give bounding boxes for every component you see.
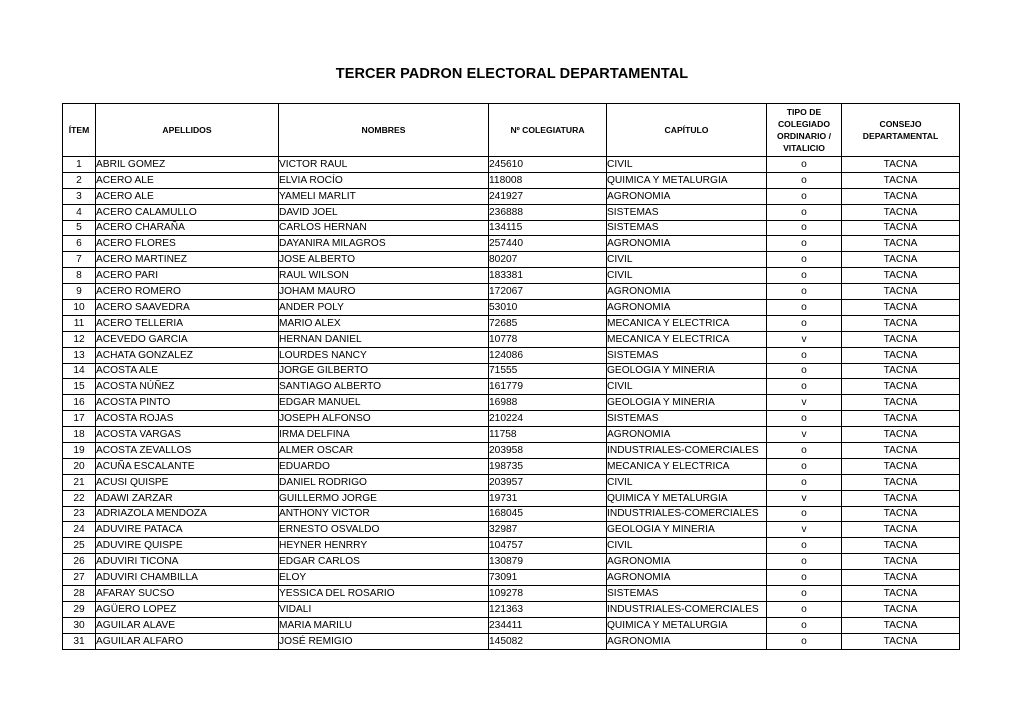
cell-consejo: TACNA	[842, 474, 960, 490]
cell-capitulo: GEOLOGIA Y MINERIA	[607, 363, 767, 379]
cell-tipo: o	[767, 506, 842, 522]
cell-nombres: ALMER OSCAR	[279, 443, 489, 459]
cell-tipo: o	[767, 315, 842, 331]
cell-apellidos: ACERO FLORES	[96, 236, 279, 252]
header-tipo-colegiado: TIPO DE COLEGIADO ORDINARIO / VITALICIO	[767, 104, 842, 157]
cell-nombres: VICTOR RAUL	[279, 157, 489, 173]
cell-apellidos: AGUILAR ALFARO	[96, 633, 279, 649]
table-row	[63, 315, 960, 331]
cell-item: 28	[63, 586, 96, 602]
cell-apellidos: ADAWI ZARZAR	[96, 490, 279, 506]
cell-item: 18	[63, 427, 96, 443]
cell-tipo: o	[767, 458, 842, 474]
cell-colegiatura: 19731	[489, 490, 607, 506]
cell-nombres: ANTHONY VICTOR	[279, 506, 489, 522]
cell-nombres: GUILLERMO JORGE	[279, 490, 489, 506]
cell-colegiatura: 245610	[489, 157, 607, 173]
cell-tipo: o	[767, 236, 842, 252]
cell-item: 26	[63, 554, 96, 570]
cell-consejo: TACNA	[842, 284, 960, 300]
cell-apellidos: ADUVIRE PATACA	[96, 522, 279, 538]
cell-colegiatura: 10778	[489, 331, 607, 347]
table-row	[63, 411, 960, 427]
table-row	[63, 586, 960, 602]
cell-colegiatura: 11758	[489, 427, 607, 443]
cell-item: 6	[63, 236, 96, 252]
table-header-row	[63, 104, 960, 157]
table-row	[63, 570, 960, 586]
cell-nombres: JOSEPH ALFONSO	[279, 411, 489, 427]
table-row	[63, 427, 960, 443]
cell-nombres: DAVID JOEL	[279, 204, 489, 220]
cell-apellidos: AGUILAR ALAVE	[96, 617, 279, 633]
cell-nombres: IRMA DELFINA	[279, 427, 489, 443]
cell-apellidos: ACOSTA PINTO	[96, 395, 279, 411]
cell-consejo: TACNA	[842, 347, 960, 363]
cell-nombres: EDGAR MANUEL	[279, 395, 489, 411]
cell-colegiatura: 73091	[489, 570, 607, 586]
cell-nombres: ERNESTO OSVALDO	[279, 522, 489, 538]
cell-tipo: o	[767, 554, 842, 570]
cell-colegiatura: 53010	[489, 300, 607, 316]
cell-tipo: o	[767, 252, 842, 268]
cell-item: 19	[63, 443, 96, 459]
cell-apellidos: ACOSTA VARGAS	[96, 427, 279, 443]
table-row	[63, 172, 960, 188]
cell-apellidos: ADUVIRI CHAMBILLA	[96, 570, 279, 586]
table-row	[63, 331, 960, 347]
cell-apellidos: ACERO ALE	[96, 172, 279, 188]
cell-capitulo: SISTEMAS	[607, 411, 767, 427]
cell-consejo: TACNA	[842, 601, 960, 617]
cell-nombres: ANDER POLY	[279, 300, 489, 316]
cell-item: 16	[63, 395, 96, 411]
cell-tipo: o	[767, 586, 842, 602]
cell-colegiatura: 118008	[489, 172, 607, 188]
cell-nombres: DANIEL RODRIGO	[279, 474, 489, 490]
table-row	[63, 157, 960, 173]
cell-consejo: TACNA	[842, 300, 960, 316]
cell-capitulo: AGRONOMIA	[607, 300, 767, 316]
cell-apellidos: ACERO ALE	[96, 188, 279, 204]
table-row	[63, 379, 960, 395]
cell-capitulo: QUIMICA Y METALURGIA	[607, 172, 767, 188]
cell-apellidos: ADUVIRI TICONA	[96, 554, 279, 570]
cell-consejo: TACNA	[842, 522, 960, 538]
cell-nombres: JOSE ALBERTO	[279, 252, 489, 268]
cell-tipo: o	[767, 617, 842, 633]
cell-colegiatura: 236888	[489, 204, 607, 220]
cell-nombres: RAUL WILSON	[279, 268, 489, 284]
table-row	[63, 300, 960, 316]
table-row	[63, 268, 960, 284]
cell-consejo: TACNA	[842, 188, 960, 204]
cell-capitulo: GEOLOGIA Y MINERIA	[607, 522, 767, 538]
cell-tipo: o	[767, 347, 842, 363]
table-row	[63, 458, 960, 474]
cell-item: 8	[63, 268, 96, 284]
cell-item: 31	[63, 633, 96, 649]
cell-tipo: v	[767, 490, 842, 506]
cell-colegiatura: 145082	[489, 633, 607, 649]
electoral-roll-table	[62, 103, 960, 650]
cell-colegiatura: 130879	[489, 554, 607, 570]
cell-nombres: JOHAM MAURO	[279, 284, 489, 300]
header-nombres: NOMBRES	[279, 104, 489, 157]
cell-apellidos: ACERO CALAMULLO	[96, 204, 279, 220]
cell-consejo: TACNA	[842, 268, 960, 284]
cell-nombres: ELOY	[279, 570, 489, 586]
cell-consejo: TACNA	[842, 204, 960, 220]
cell-capitulo: AGRONOMIA	[607, 236, 767, 252]
cell-consejo: TACNA	[842, 236, 960, 252]
header-item: ÍTEM	[63, 104, 96, 157]
cell-tipo: o	[767, 220, 842, 236]
cell-capitulo: INDUSTRIALES-COMERCIALES	[607, 506, 767, 522]
cell-tipo: v	[767, 331, 842, 347]
header-apellidos: APELLIDOS	[96, 104, 279, 157]
table-row	[63, 347, 960, 363]
cell-capitulo: SISTEMAS	[607, 347, 767, 363]
cell-consejo: TACNA	[842, 633, 960, 649]
cell-colegiatura: 234411	[489, 617, 607, 633]
cell-item: 3	[63, 188, 96, 204]
cell-capitulo: GEOLOGIA Y MINERIA	[607, 395, 767, 411]
cell-apellidos: AGÜERO LOPEZ	[96, 601, 279, 617]
cell-tipo: o	[767, 601, 842, 617]
cell-capitulo: SISTEMAS	[607, 586, 767, 602]
cell-consejo: TACNA	[842, 617, 960, 633]
cell-capitulo: CIVIL	[607, 157, 767, 173]
cell-colegiatura: 104757	[489, 538, 607, 554]
cell-nombres: MARIO ALEX	[279, 315, 489, 331]
cell-capitulo: QUIMICA Y METALURGIA	[607, 617, 767, 633]
cell-item: 25	[63, 538, 96, 554]
cell-item: 20	[63, 458, 96, 474]
cell-tipo: v	[767, 427, 842, 443]
cell-nombres: HERNAN DANIEL	[279, 331, 489, 347]
cell-item: 1	[63, 157, 96, 173]
cell-consejo: TACNA	[842, 554, 960, 570]
cell-apellidos: ACERO MARTINEZ	[96, 252, 279, 268]
cell-tipo: o	[767, 172, 842, 188]
cell-item: 30	[63, 617, 96, 633]
cell-tipo: o	[767, 204, 842, 220]
page-title: TERCER PADRON ELECTORAL DEPARTAMENTAL	[335, 66, 689, 82]
cell-consejo: TACNA	[842, 172, 960, 188]
cell-colegiatura: 198735	[489, 458, 607, 474]
table-row	[63, 252, 960, 268]
cell-apellidos: ACERO TELLERIA	[96, 315, 279, 331]
cell-item: 29	[63, 601, 96, 617]
cell-capitulo: MECANICA Y ELECTRICA	[607, 331, 767, 347]
header-consejo: CONSEJO DEPARTAMENTAL	[842, 104, 960, 157]
table-row	[63, 474, 960, 490]
cell-consejo: TACNA	[842, 363, 960, 379]
cell-nombres: YESSICA DEL ROSARIO	[279, 586, 489, 602]
header-capitulo: CAPÍTULO	[607, 104, 767, 157]
cell-tipo: v	[767, 522, 842, 538]
cell-colegiatura: 134115	[489, 220, 607, 236]
cell-tipo: o	[767, 268, 842, 284]
cell-colegiatura: 210224	[489, 411, 607, 427]
cell-apellidos: ACOSTA ZEVALLOS	[96, 443, 279, 459]
cell-consejo: TACNA	[842, 157, 960, 173]
cell-tipo: o	[767, 188, 842, 204]
cell-colegiatura: 241927	[489, 188, 607, 204]
cell-colegiatura: 72685	[489, 315, 607, 331]
table-row	[63, 617, 960, 633]
cell-item: 15	[63, 379, 96, 395]
cell-capitulo: MECANICA Y ELECTRICA	[607, 458, 767, 474]
cell-nombres: CARLOS HERNAN	[279, 220, 489, 236]
cell-colegiatura: 172067	[489, 284, 607, 300]
cell-apellidos: ACHATA GONZALEZ	[96, 347, 279, 363]
cell-consejo: TACNA	[842, 220, 960, 236]
cell-consejo: TACNA	[842, 379, 960, 395]
cell-item: 2	[63, 172, 96, 188]
table-row	[63, 538, 960, 554]
table-row	[63, 490, 960, 506]
table-row	[63, 395, 960, 411]
cell-capitulo: AGRONOMIA	[607, 284, 767, 300]
cell-item: 13	[63, 347, 96, 363]
table-body	[63, 157, 960, 650]
cell-tipo: o	[767, 411, 842, 427]
cell-tipo: o	[767, 443, 842, 459]
cell-colegiatura: 80207	[489, 252, 607, 268]
cell-item: 21	[63, 474, 96, 490]
cell-apellidos: ACERO ROMERO	[96, 284, 279, 300]
cell-apellidos: AFARAY SUCSO	[96, 586, 279, 602]
cell-nombres: ELVIA ROCÍO	[279, 172, 489, 188]
cell-colegiatura: 121363	[489, 601, 607, 617]
cell-nombres: EDUARDO	[279, 458, 489, 474]
cell-capitulo: AGRONOMIA	[607, 570, 767, 586]
cell-colegiatura: 183381	[489, 268, 607, 284]
cell-colegiatura: 124086	[489, 347, 607, 363]
cell-tipo: o	[767, 284, 842, 300]
cell-nombres: DAYANIRA MILAGROS	[279, 236, 489, 252]
cell-consejo: TACNA	[842, 331, 960, 347]
cell-capitulo: AGRONOMIA	[607, 188, 767, 204]
cell-capitulo: CIVIL	[607, 268, 767, 284]
cell-tipo: o	[767, 300, 842, 316]
cell-colegiatura: 257440	[489, 236, 607, 252]
cell-capitulo: SISTEMAS	[607, 220, 767, 236]
table-row	[63, 204, 960, 220]
cell-capitulo: CIVIL	[607, 379, 767, 395]
cell-capitulo: AGRONOMIA	[607, 554, 767, 570]
cell-item: 5	[63, 220, 96, 236]
cell-colegiatura: 203958	[489, 443, 607, 459]
cell-consejo: TACNA	[842, 443, 960, 459]
cell-colegiatura: 109278	[489, 586, 607, 602]
cell-capitulo: MECANICA Y ELECTRICA	[607, 315, 767, 331]
table-row	[63, 601, 960, 617]
cell-capitulo: AGRONOMIA	[607, 633, 767, 649]
cell-consejo: TACNA	[842, 570, 960, 586]
cell-tipo: o	[767, 474, 842, 490]
cell-colegiatura: 168045	[489, 506, 607, 522]
cell-consejo: TACNA	[842, 411, 960, 427]
cell-nombres: SANTIAGO ALBERTO	[279, 379, 489, 395]
cell-item: 11	[63, 315, 96, 331]
cell-item: 12	[63, 331, 96, 347]
table-row	[63, 236, 960, 252]
table-row	[63, 522, 960, 538]
cell-tipo: o	[767, 379, 842, 395]
cell-nombres: YAMELI MARLIT	[279, 188, 489, 204]
cell-apellidos: ACUSI QUISPE	[96, 474, 279, 490]
cell-tipo: o	[767, 570, 842, 586]
cell-nombres: HEYNER HENRRY	[279, 538, 489, 554]
cell-capitulo: INDUSTRIALES-COMERCIALES	[607, 601, 767, 617]
cell-nombres: LOURDES NANCY	[279, 347, 489, 363]
cell-consejo: TACNA	[842, 427, 960, 443]
cell-apellidos: ACOSTA NÚÑEZ	[96, 379, 279, 395]
cell-consejo: TACNA	[842, 315, 960, 331]
cell-nombres: JORGE GILBERTO	[279, 363, 489, 379]
cell-consejo: TACNA	[842, 538, 960, 554]
cell-tipo: o	[767, 633, 842, 649]
cell-apellidos: ACERO PARI	[96, 268, 279, 284]
cell-apellidos: ADUVIRE QUISPE	[96, 538, 279, 554]
table-row	[63, 284, 960, 300]
table-row	[63, 188, 960, 204]
cell-capitulo: CIVIL	[607, 252, 767, 268]
cell-colegiatura: 32987	[489, 522, 607, 538]
table-row	[63, 363, 960, 379]
cell-item: 14	[63, 363, 96, 379]
table-row	[63, 633, 960, 649]
cell-nombres: JOSÉ REMIGIO	[279, 633, 489, 649]
table-row	[63, 443, 960, 459]
cell-nombres: MARIA MARILU	[279, 617, 489, 633]
cell-nombres: VIDALI	[279, 601, 489, 617]
cell-consejo: TACNA	[842, 586, 960, 602]
cell-tipo: o	[767, 157, 842, 173]
cell-item: 17	[63, 411, 96, 427]
cell-consejo: TACNA	[842, 252, 960, 268]
cell-apellidos: ADRIAZOLA MENDOZA	[96, 506, 279, 522]
cell-capitulo: AGRONOMIA	[607, 427, 767, 443]
cell-apellidos: ACERO CHARAÑA	[96, 220, 279, 236]
table-row	[63, 220, 960, 236]
cell-colegiatura: 161779	[489, 379, 607, 395]
cell-consejo: TACNA	[842, 395, 960, 411]
cell-colegiatura: 16988	[489, 395, 607, 411]
cell-apellidos: ABRIL GOMEZ	[96, 157, 279, 173]
cell-tipo: o	[767, 538, 842, 554]
cell-capitulo: QUIMICA Y METALURGIA	[607, 490, 767, 506]
cell-tipo: o	[767, 363, 842, 379]
cell-capitulo: CIVIL	[607, 474, 767, 490]
cell-item: 7	[63, 252, 96, 268]
cell-colegiatura: 203957	[489, 474, 607, 490]
cell-apellidos: ACOSTA ROJAS	[96, 411, 279, 427]
cell-colegiatura: 71555	[489, 363, 607, 379]
cell-nombres: EDGAR CARLOS	[279, 554, 489, 570]
header-colegiatura: Nº COLEGIATURA	[489, 104, 607, 157]
cell-item: 10	[63, 300, 96, 316]
cell-consejo: TACNA	[842, 506, 960, 522]
cell-item: 24	[63, 522, 96, 538]
cell-capitulo: INDUSTRIALES-COMERCIALES	[607, 443, 767, 459]
cell-consejo: TACNA	[842, 458, 960, 474]
table-row	[63, 506, 960, 522]
cell-apellidos: ACOSTA ALE	[96, 363, 279, 379]
cell-capitulo: CIVIL	[607, 538, 767, 554]
cell-item: 27	[63, 570, 96, 586]
cell-item: 9	[63, 284, 96, 300]
cell-consejo: TACNA	[842, 490, 960, 506]
table-row	[63, 554, 960, 570]
cell-apellidos: ACEVEDO GARCIA	[96, 331, 279, 347]
cell-item: 23	[63, 506, 96, 522]
cell-capitulo: SISTEMAS	[607, 204, 767, 220]
cell-item: 4	[63, 204, 96, 220]
cell-tipo: v	[767, 395, 842, 411]
cell-apellidos: ACERO SAAVEDRA	[96, 300, 279, 316]
cell-apellidos: ACUÑA ESCALANTE	[96, 458, 279, 474]
cell-item: 22	[63, 490, 96, 506]
